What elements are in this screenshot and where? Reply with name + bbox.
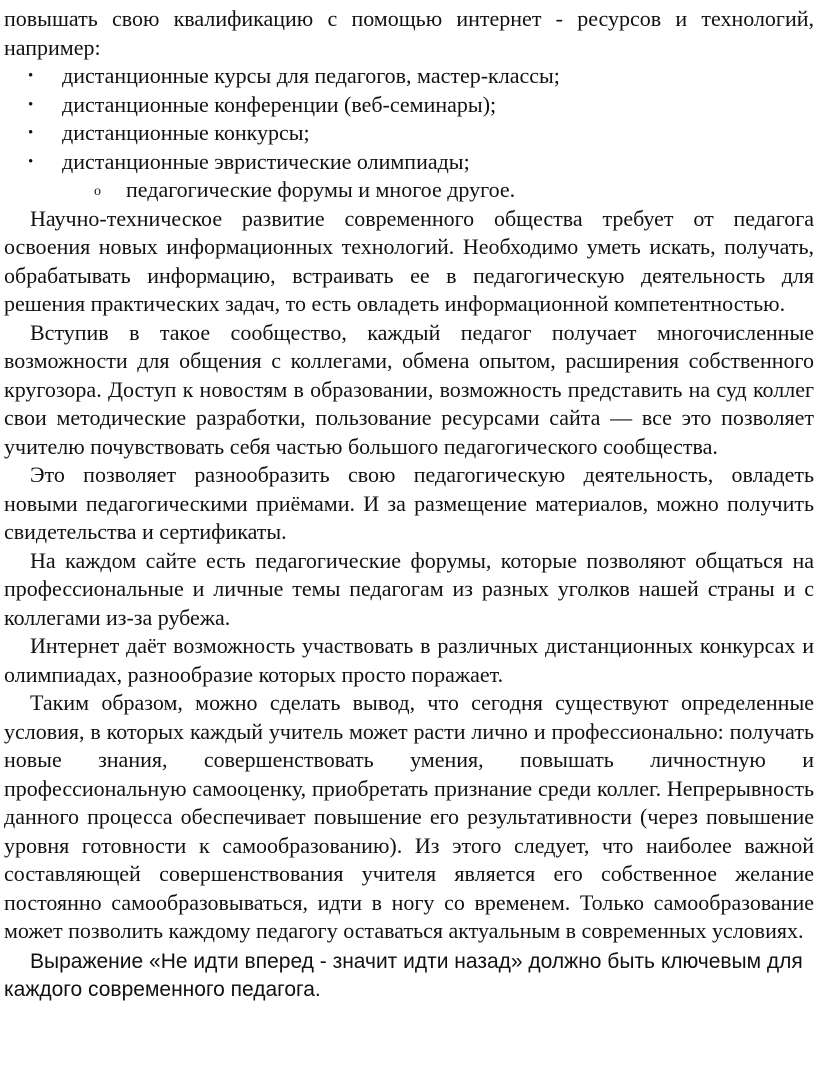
intro-paragraph: повышать свою квалификацию с помощью интернет - ресурсов и технологий, например: — [4, 6, 814, 60]
body-paragraph-3: Это позволяет разнообразить свою педагогическую деятельность, овладеть новыми педагогическими приёмами. И за размещение материалов, можно получить свидетельства и сертификаты. — [4, 462, 814, 544]
body-paragraph-5: Интернет даёт возможность участвовать в различных дистанционных конкурсах и олимпиадах, разнообразие которых просто поражает. — [4, 633, 814, 687]
list-item-text: дистанционные конкурсы; — [62, 120, 310, 145]
list-item-text: дистанционные эвристические олимпиады; — [62, 148, 470, 174]
body-paragraph-2: Вступив в такое сообщество, каждый педагог получает многочисленные возможности для общения с коллегами, обмена опытом, расширения собственного кругозора. Доступ к новостям в образовании, возможность представить на суд коллег свои методические разработки, пользование ресурсами сайта — все это позволяет учителю почувствовать себя частью большого педагогического сообщества. — [4, 319, 814, 459]
bullet-list — [4, 62, 814, 176]
list-item-text: дистанционные курсы для педагогов, мастер-классы; — [62, 63, 560, 88]
sub-list-item-text: педагогические форумы и многое другое. — [126, 177, 516, 202]
body-paragraph-6: Таким образом, можно сделать вывод, что сегодня существуют определенные условия, в которых каждый учитель может расти лично и профессионально: получать новые знания, совершенствовать умения, повышать личностную и профессиональную самооценку, приобретать признание среди коллег. Непрерывность данного процесса обеспечивает повышение его результативности (через повышение уровня готовности к самообразованию). Из этого следует, что наиболее важной составляющей совершенствования учителя является его собственное желание постоянно самообразовываться, идти в ногу со временем. Только самообразование может позволить каждому педагогу оставаться актуальным в современных условиях. — [4, 690, 814, 943]
bullet-icon: • — [28, 125, 34, 141]
body-paragraph-4: На каждом сайте есть педагогические форумы, которые позволяют общаться на профессиональные и личные темы педагогам из разных уголков нашей страны и с коллегами из-за рубежа. — [4, 547, 814, 630]
bullet-icon: • — [28, 153, 34, 170]
bullet-icon: • — [28, 96, 34, 113]
sub-list-item — [4, 176, 814, 205]
circle-bullet-icon: o — [94, 184, 101, 199]
list-item-text: дистанционные конференции (веб-семинары); — [62, 91, 497, 117]
list-item — [4, 119, 814, 148]
list-item — [4, 91, 814, 120]
body-paragraph-1: Научно-техническое развитие современного общества требует от педагога освоения новых информационных технологий. Необходимо уметь искать, получать, обрабатывать информацию, встраивать ее в педагогическую деятельность для решения практических задач, то есть овладеть информационной компетентностью. — [4, 205, 814, 316]
bullet-icon: • — [28, 68, 34, 84]
list-item — [4, 148, 814, 177]
list-item — [4, 62, 814, 91]
sub-bullet-list — [4, 176, 814, 205]
closing-statement: Выражение «Не идти вперед - значит идти назад» должно быть ключевым для каждого современного педагога. — [4, 949, 803, 1001]
